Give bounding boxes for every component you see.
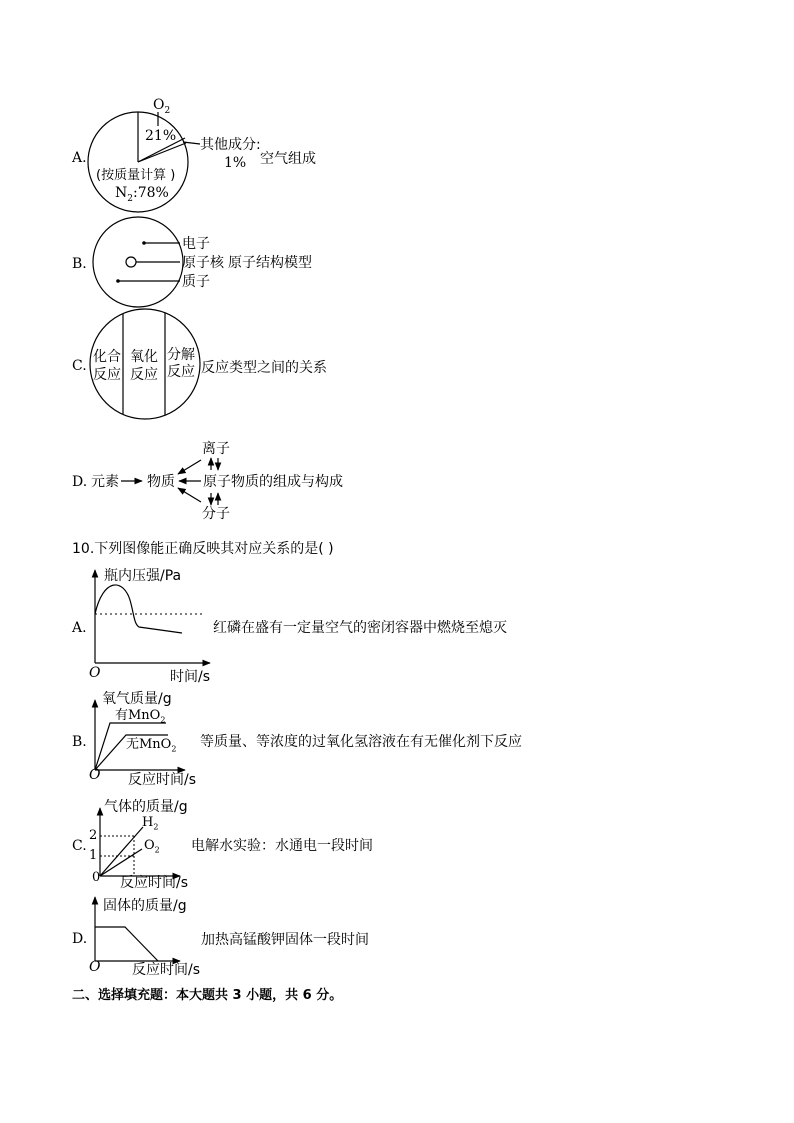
section-2-heading: 二、选择填充题：本大题共 3 小题，共 6 分。: [72, 988, 343, 1003]
substance-label: 物质: [147, 474, 175, 490]
tick-1: 1: [89, 848, 98, 863]
atom-label: 原子: [203, 474, 231, 490]
no-catalyst-label: 无MnO$_2$: [126, 737, 177, 754]
pressure-caption: 红磷在盛有一定量空气的密闭容器中燃烧至熄灭: [213, 620, 507, 636]
solid-y-label: 固体的质量/g: [103, 898, 187, 914]
oxygen-y-label: 氧气质量/g: [102, 691, 172, 707]
gas-origin: 0: [92, 870, 101, 885]
with-catalyst-label: 有MnO$_2$: [115, 708, 166, 725]
reaction-caption: 反应类型之间的关系: [201, 360, 327, 376]
q10-option-d-letter: D.: [72, 931, 88, 947]
question-10-stem: 10.下列图像能正确反映其对应关系的是( ): [72, 541, 334, 557]
other-percent: 1%: [224, 155, 247, 171]
molecule-label: 分子: [202, 506, 230, 522]
oxidation-label-2: 反应: [130, 367, 158, 383]
electrolysis-graph: [100, 808, 180, 876]
option-a-letter: A.: [72, 150, 87, 166]
electron-label: 电子: [182, 236, 210, 252]
h2-label: $H_2$: [142, 815, 159, 832]
gas-y-label: 气体的质量/g: [104, 799, 188, 815]
solid-x-label: 反应时间/s: [132, 962, 201, 978]
atom-caption: 原子结构模型: [228, 255, 312, 271]
substance-caption: 物质的组成与构成: [231, 474, 343, 490]
atom-model-diagram: [93, 217, 183, 307]
decomposition-label-1: 分解: [167, 347, 195, 363]
oxidation-label-1: 氧化: [130, 349, 158, 365]
option-b-letter: B.: [72, 256, 87, 272]
air-caption: 空气组成: [260, 151, 316, 167]
pressure-origin: O: [89, 665, 101, 681]
option-c-letter: C.: [72, 358, 87, 374]
pressure-y-label: 瓶内压强/Pa: [104, 568, 182, 584]
ion-label: 离子: [202, 441, 230, 457]
decomposition-label-2: 反应: [167, 364, 195, 380]
nucleus-label: 原子核: [182, 255, 224, 271]
n2-label: $N_2:78\%$: [115, 185, 169, 204]
oxygen-origin: O: [89, 767, 101, 783]
proton-label: 质子: [182, 274, 210, 290]
oxygen-caption: 等质量、等浓度的过氧化氢溶液在有无催化剂下反应: [200, 734, 522, 750]
element-label: 元素: [91, 474, 119, 490]
q10-option-b-letter: B.: [72, 734, 87, 750]
solid-origin: O: [89, 959, 101, 975]
other-components-label: 其他成分:: [200, 137, 261, 153]
tick-2: 2: [89, 828, 98, 843]
mass-basis-label: (按质量计算 ): [96, 168, 176, 183]
option-d-letter: D.: [72, 474, 88, 490]
combination-label-1: 化合: [93, 349, 121, 365]
solid-caption: 加热高锰酸钾固体一段时间: [201, 932, 369, 948]
o2-graph-label: $O_2$: [144, 838, 160, 855]
gas-x-label: 反应时间/s: [120, 875, 189, 891]
pressure-x-label: 时间/s: [170, 669, 211, 685]
q10-option-a-letter: A.: [72, 620, 87, 636]
combination-label-2: 反应: [93, 367, 121, 383]
q10-option-c-letter: C.: [72, 838, 87, 854]
o2-label: $O_2$: [153, 97, 171, 116]
o2-percent: 21%: [145, 128, 177, 144]
electrolysis-caption: 电解水实验：水通电一段时间: [191, 838, 373, 854]
oxygen-x-label: 反应时间/s: [128, 772, 197, 788]
